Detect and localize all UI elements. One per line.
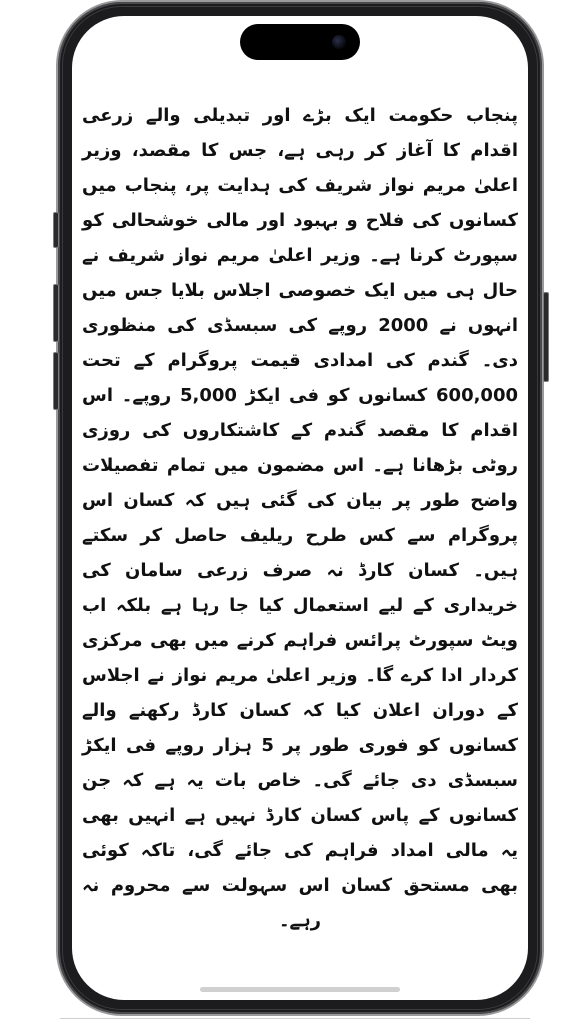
phone-screen (72, 16, 528, 1000)
power-button (543, 292, 549, 382)
volume-up-button (53, 284, 59, 342)
home-indicator (200, 987, 400, 992)
shadow-line (60, 1018, 530, 1019)
dynamic-island (240, 24, 360, 60)
silent-switch (53, 212, 59, 248)
article-text: پنجاب حکومت ایک بڑے اور تبدیلی والے زرعی اقدام کا آغاز کر رہی ہے، جس کا مقصد، وزیر اعلیٰ مریم نواز شریف کی ہدایت پر، پنجاب میں کسانوں کی فلاح و بہبود اور مالی خوشحالی کو سپورٹ کرنا ہے۔ وزیر اعلیٰ مریم نواز شریف نے حال ہی میں ایک خصوصی اجلاس بلایا جس میں انہوں نے 2000 روپے کی سبسڈی کی منظوری دی۔ گندم کی امدادی قیمت پروگرام کے تحت 600,000 کسانوں کو فی ایکڑ 5,000 روپے۔ اس اقدام کا مقصد گندم کے کاشتکاروں کی روزی روٹی بڑھانا ہے۔ اس مضمون میں تمام تفصیلات واضح طور پر بیان کی گئی ہیں کہ کسان اس پروگرام سے کس طرح ریلیف حاصل کر سکتے ہیں۔ کسان کارڈ نہ صرف زرعی سامان کی خریداری کے لیے استعمال کیا جا رہا ہے بلکہ اب ویٹ سپورٹ پرائس فراہم کرنے میں بھی مرکزی کردار ادا کرے گا۔ وزیر اعلیٰ مریم نواز نے اجلاس کے دوران اعلان کیا کہ کسان کارڈ رکھنے والے کسانوں کو فوری طور پر 5 ہزار روپے فی ایکڑ سبسڈی دی جائے گی۔ خاص بات یہ ہے کہ جن کسانوں کے پاس کسان کارڈ نہیں ہے انہیں بھی یہ مالی امداد فراہم کی جائے گی، تاکہ کوئی بھی مستحق کسان اس سہولت سے محروم نہ رہے۔ (82, 105, 519, 931)
volume-down-button (53, 352, 59, 410)
front-camera-icon (332, 35, 346, 49)
